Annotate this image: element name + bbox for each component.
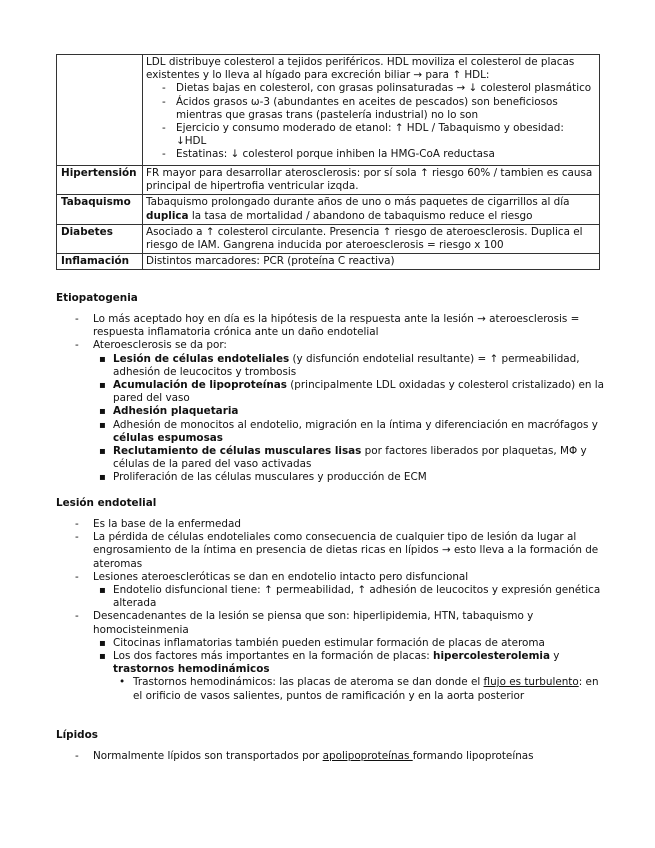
list-item — [56, 571, 604, 611]
table-row — [57, 224, 600, 253]
list-item-text: Lesiones ateroescleróticas se dan en endotelio intacto pero disfuncional — [93, 570, 469, 583]
bold-text: hipercolesterolemia — [433, 650, 550, 663]
text-span: Trastornos hemodinámicos: las placas de ateroma se dan donde el — [133, 676, 484, 689]
list-item — [56, 750, 604, 763]
lesion-section — [56, 518, 604, 703]
table-key-cell — [57, 55, 143, 166]
list-item-text: Desencadenantes de la lesión se piensa que son: hiperlipidemia, HTN, tabaquismo y homocisteinmenia — [93, 610, 534, 636]
text-span: (principalmente LDL oxidadas y colesterol cristalizado) en la pared del vaso — [113, 379, 605, 405]
row-text-inflamacion: Distintos marcadores: PCR (proteína C reactiva) — [143, 254, 600, 270]
bold-text: Reclutamiento de células musculares lisas — [113, 445, 362, 458]
underlined-text: flujo es turbulento — [483, 676, 579, 689]
lipids-list — [146, 82, 596, 161]
row-text-diabetes: Asociado a ↑ colesterol circulante. Presencia ↑ riesgo de ateroesclerosis. Duplica el riesgo de IAM. Gangrena inducida por ateroesclerosis = riesgo x 100 — [143, 224, 600, 253]
bold-text: duplica — [146, 209, 189, 222]
heading-lesion-endotelial: Lesión endotelial — [56, 497, 157, 509]
bold-text: trastornos hemodinámicos — [113, 663, 270, 676]
text-span: Los dos factores más importantes en la formación de placas: — [113, 650, 434, 663]
text-span: Adhesión de monocitos al endotelio, migración en la íntima y diferenciación en macrófagos y — [113, 418, 598, 431]
lipids-intro: LDL distribuye colesterol a tejidos periféricos. HDL moviliza el colesterol de placas existentes y lo lleva al hígado para excreción biliar → para ↑ HDL: — [146, 56, 575, 82]
list-item: - La pérdida de células endoteliales como consecuencia de cualquier tipo de lesión da lugar al engrosamiento de la íntima en presencia de dietas ricas en lípidos → esto lleva a la formación de ateromas — [56, 531, 604, 571]
list-item: ▪ Proliferación de las células musculares y producción de ECM — [93, 471, 604, 484]
bold-text: Lesión de células endoteliales — [113, 352, 290, 365]
list-item — [93, 650, 604, 703]
row-text-hipertension: FR mayor para desarrollar aterosclerosis: por sí sola ↑ riesgo 60% / tambien es causa principal de hipertrofia ventricular izqda. — [143, 166, 600, 195]
list-item — [93, 445, 604, 471]
text-span: la tasa de mortalidad / abandono de tabaquismo reduce el riesgo — [188, 209, 533, 222]
row-key-hipertension: Hipertensión — [57, 166, 143, 195]
list-item: - Ácidos grasos ω-3 (abundantes en aceites de pescados) son beneficiosos mientras que grasas trans (pastelería industrial) no lo son — [146, 96, 596, 122]
table-value-cell — [143, 55, 600, 166]
table-row — [57, 166, 600, 195]
list-item — [93, 419, 604, 445]
table-row — [57, 55, 600, 166]
etiopatogenia-section — [56, 313, 604, 485]
list-item-text: Ateroesclerosis se da por: — [93, 339, 227, 352]
table-row — [57, 254, 600, 270]
text-span: : en el orificio de vasos salientes, puntos de ramificación y en la aorta posterior — [133, 676, 599, 702]
heading-etiopatogenia: Etiopatogenia — [56, 292, 138, 304]
text-span: por factores liberados por plaquetas, MΦ y células de la pared del vaso activadas — [113, 445, 587, 471]
text-span: formando lipoproteínas — [412, 750, 534, 762]
list-item — [93, 353, 604, 379]
row-key-diabetes: Diabetes — [57, 224, 143, 253]
list-item — [93, 405, 604, 418]
text-span: Normalmente lípidos son transportados por — [93, 750, 323, 762]
bold-text: células espumosas — [113, 431, 223, 444]
list-item: ▪ Citocinas inflamatorias también pueden estimular formación de placas de ateroma — [93, 637, 604, 650]
list-item: - Lo más aceptado hoy en día es la hipótesis de la respuesta ante la lesión → ateroesclerosis = respuesta inflamatoria crónica ante un daño endotelial — [56, 313, 604, 339]
risk-factors-table — [56, 54, 600, 270]
list-item — [56, 339, 604, 484]
list-item: - Estatinas: ↓ colesterol porque inhiben la HMG-CoA reductasa — [146, 148, 596, 161]
list-item: - Es la base de la enfermedad — [56, 518, 604, 531]
list-item: ▪ Endotelio disfuncional tiene: ↑ permeabilidad, ↑ adhesión de leucocitos y expresión genética alterada — [93, 584, 604, 610]
underlined-text: apolipoproteínas — [322, 750, 413, 762]
list-item — [56, 610, 604, 702]
text-span: y — [550, 650, 560, 663]
bold-text: Acumulación de lipoproteínas — [113, 379, 287, 392]
list-item: - Dietas bajas en colesterol, con grasas polinsaturadas → ↓ colesterol plasmático — [146, 82, 596, 95]
row-key-tabaquismo: Tabaquismo — [57, 195, 143, 224]
heading-lipidos: Lípidos — [56, 729, 98, 741]
list-item — [113, 676, 604, 702]
row-key-inflamacion: Inflamación — [57, 254, 143, 270]
table-row — [57, 195, 600, 224]
list-item — [93, 379, 604, 405]
list-item: - Ejercicio y consumo moderado de etanol: ↑ HDL / Tabaquismo y obesidad: ↓HDL — [146, 122, 596, 148]
text-span: Tabaquismo prolongado durante años de uno o más paquetes de cigarrillos al día — [146, 196, 570, 209]
text-span: (y disfunción endotelial resultante) = ↑ permeabilidad, adhesión de leucocitos y trombosis — [113, 352, 580, 378]
lipidos-section — [56, 750, 604, 763]
bold-text: Adhesión plaquetaria — [113, 405, 239, 418]
row-text-tabaquismo — [143, 195, 600, 224]
